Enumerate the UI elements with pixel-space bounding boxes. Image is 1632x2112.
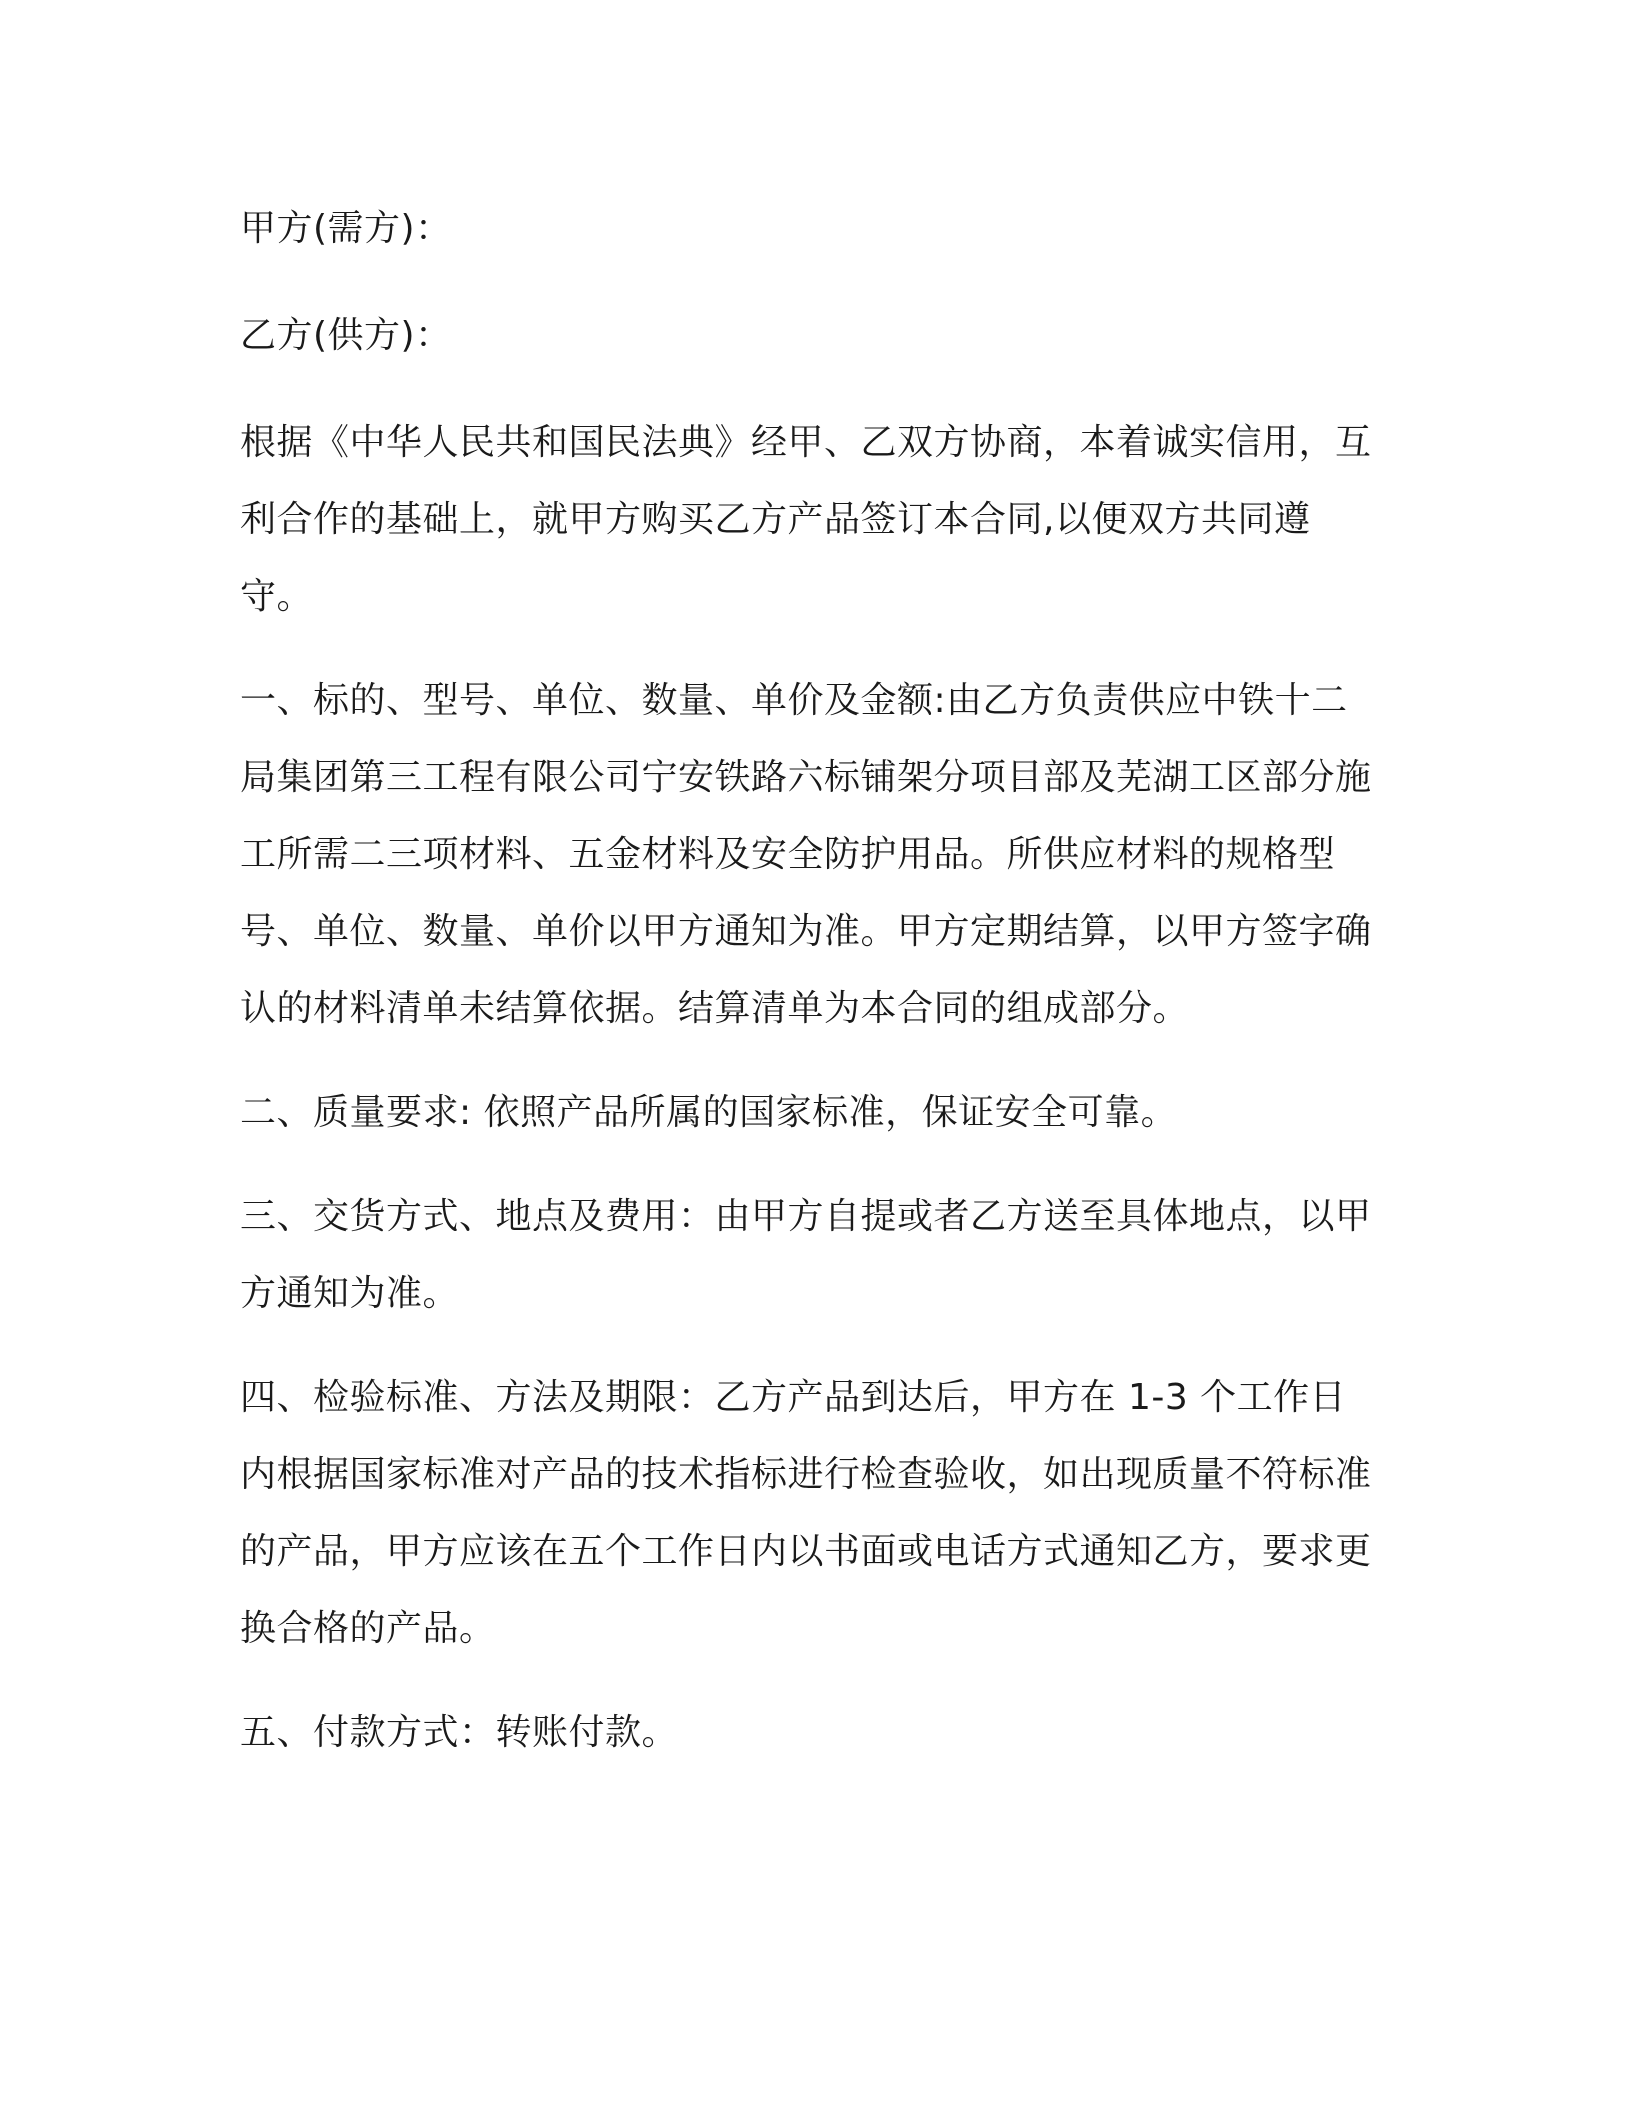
- party-b-line: 乙方(供方)：: [240, 315, 452, 356]
- intro-paragraph: 根据《中华人民共和国民法典》经甲、乙双方协商，本着诚实信用，互利合作的基础上，就甲方购买乙方产品签订本合同,以便双方共同遵守。: [240, 422, 1372, 617]
- clause-5-paragraph: 五、付款方式：转账付款。: [240, 1712, 679, 1753]
- contract-page: [240, 190, 1380, 1798]
- party-a-line: 甲方(需方)：: [240, 208, 452, 249]
- clause-4-paragraph: 四、检验标准、方法及期限：乙方产品到达后，甲方在 1-3 个工作日内根据国家标准对产品的技术指标进行检查验收，如出现质量不符标准的产品，甲方应该在五个工作日内以书面或电话方式通知乙方，要求更换合格的产品。: [240, 1377, 1372, 1649]
- clause-1-paragraph: 一、标的、型号、单位、数量、单价及金额:由乙方负责供应中铁十二局集团第三工程有限公司宁安铁路六标铺架分项目部及芜湖工区部分施工所需二三项材料、五金材料及安全防护用品。所供应材料的规格型号、单位、数量、单价以甲方通知为准。甲方定期结算，以甲方签字确认的材料清单未结算依据。结算清单为本合同的组成部分。: [240, 680, 1372, 1029]
- clause-3-paragraph: 三、交货方式、地点及费用：由甲方自提或者乙方送至具体地点，以甲方通知为准。: [240, 1196, 1372, 1314]
- clause-2-paragraph: 二、质量要求: 依照产品所属的国家标准，保证安全可靠。: [240, 1092, 1178, 1133]
